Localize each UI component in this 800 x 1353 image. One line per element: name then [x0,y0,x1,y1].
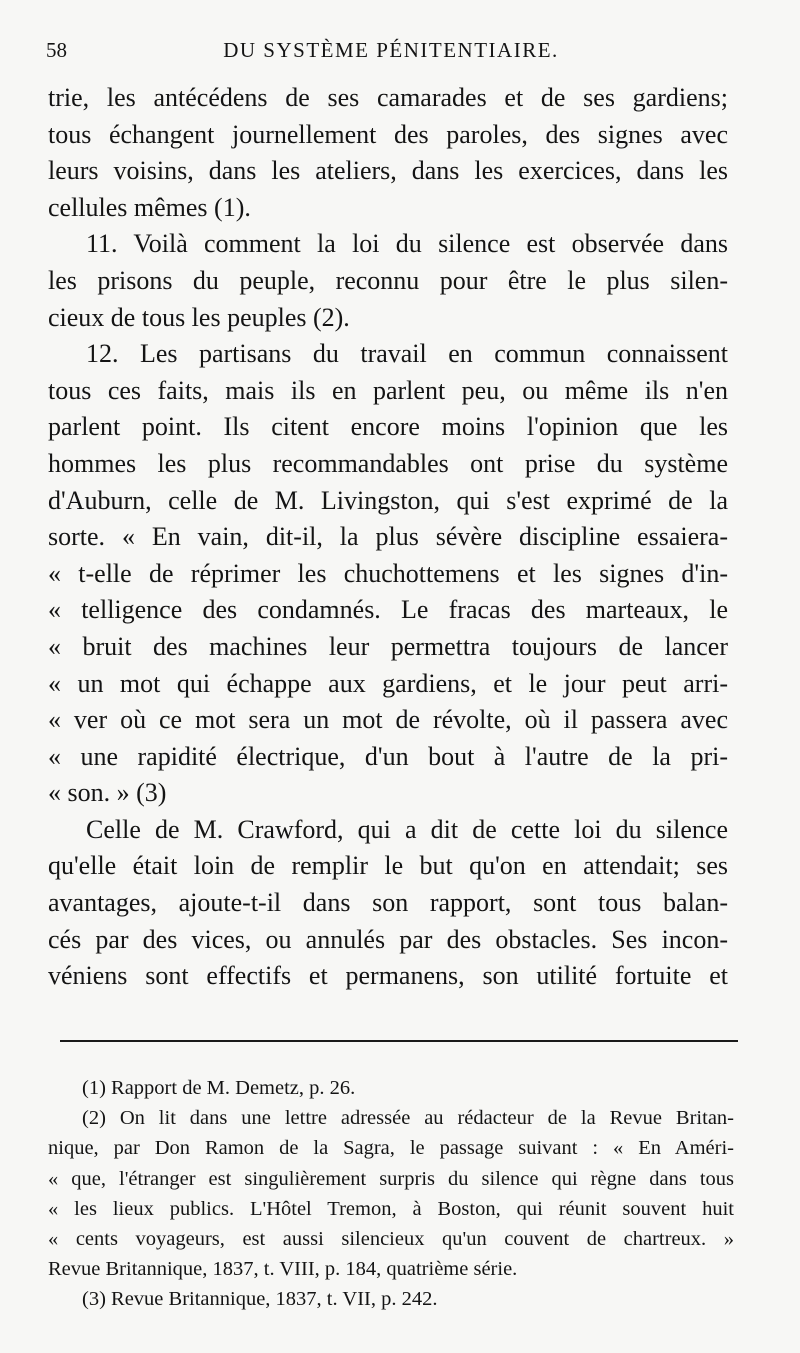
body-line: parlent point. Ils citent encore moins l'opinion que les [48,412,728,442]
body-line: « ver où ce mot sera un mot de révolte, où il passera avec [48,705,728,735]
body-line: Celle de M. Crawford, qui a dit de cette loi du silence [86,814,728,844]
footnote-line: (1) Rapport de M. Demetz, p. 26. [82,1077,356,1099]
body-line: tous échangent journellement des paroles, des signes avec [48,119,728,149]
body-line: « un mot qui échappe aux gardiens, et le jour peut arri- [48,668,728,698]
body-line: « son. » (3) [48,778,167,808]
body-line: « telligence des condamnés. Le fracas des marteaux, le [48,595,728,625]
footnote-line: (2) On lit dans une lettre adressée au rédacteur de la Revue Britan- [82,1107,734,1130]
body-line: avantages, ajoute-t-il dans son rapport, sont tous balan- [48,888,728,918]
footnote-line: (3) Revue Britannique, 1837, t. VII, p. 242. [82,1288,438,1311]
body-line: qu'elle était loin de remplir le but qu'on en attendait; ses [48,851,728,881]
footnote-line: « cents voyageurs, est aussi silencieux qu'un couvent de chartreux. » [48,1227,734,1250]
body-line: trie, les antécédens de ses camarades et de ses gardiens; [48,83,728,112]
footnote-line: « les lieux publics. L'Hôtel Tremon, à Boston, qui réunit souvent huit [48,1197,734,1220]
running-title: DU SYSTÈME PÉNITENTIAIRE. [223,38,559,62]
body-line: d'Auburn, celle de M. Livingston, qui s'est exprimé de la [48,485,728,515]
footnote-separator [60,1040,738,1042]
body-line: sorte. « En vain, dit-il, la plus sévère discipline essaiera- [48,522,728,552]
footnotes [48,1073,734,1315]
body-line: « une rapidité électrique, d'un bout à l'autre de la pri- [48,741,728,771]
body-line: véniens sont effectifs et permanens, son utilité fortuite et [48,961,728,991]
body-line: les prisons du peuple, reconnu pour être le plus silen- [48,265,728,295]
body-line: hommes les plus recommandables ont prise du système [48,448,728,478]
body-line: 12. Les partisans du travail en commun connaissent [86,339,728,369]
body-line: cellules mêmes (1). [48,192,251,222]
body-text [48,80,728,995]
body-line: cés par des vices, ou annulés par des obstacles. Ses incon- [48,924,728,954]
body-line: « bruit des machines leur permettra toujours de lancer [48,631,728,661]
body-line: tous ces faits, mais ils en parlent peu, ou même ils n'en [48,375,728,405]
body-line: leurs voisins, dans les ateliers, dans les exercices, dans les [48,156,728,186]
body-line: « t-elle de réprimer les chuchottemens et les signes d'in- [48,558,728,588]
footnote-line: « que, l'étranger est singulièrement surpris du silence qui règne dans tous [48,1167,734,1190]
footnote-line: nique, par Don Ramon de la Sagra, le passage suivant : « En Améri- [48,1137,734,1160]
body-line: cieux de tous les peuples (2). [48,302,350,332]
page-header [46,38,736,68]
page-number: 58 [46,38,67,62]
body-line: 11. Voilà comment la loi du silence est observée dans [86,229,728,259]
footnote-line: Revue Britannique, 1837, t. VIII, p. 184, quatrième série. [48,1258,518,1281]
